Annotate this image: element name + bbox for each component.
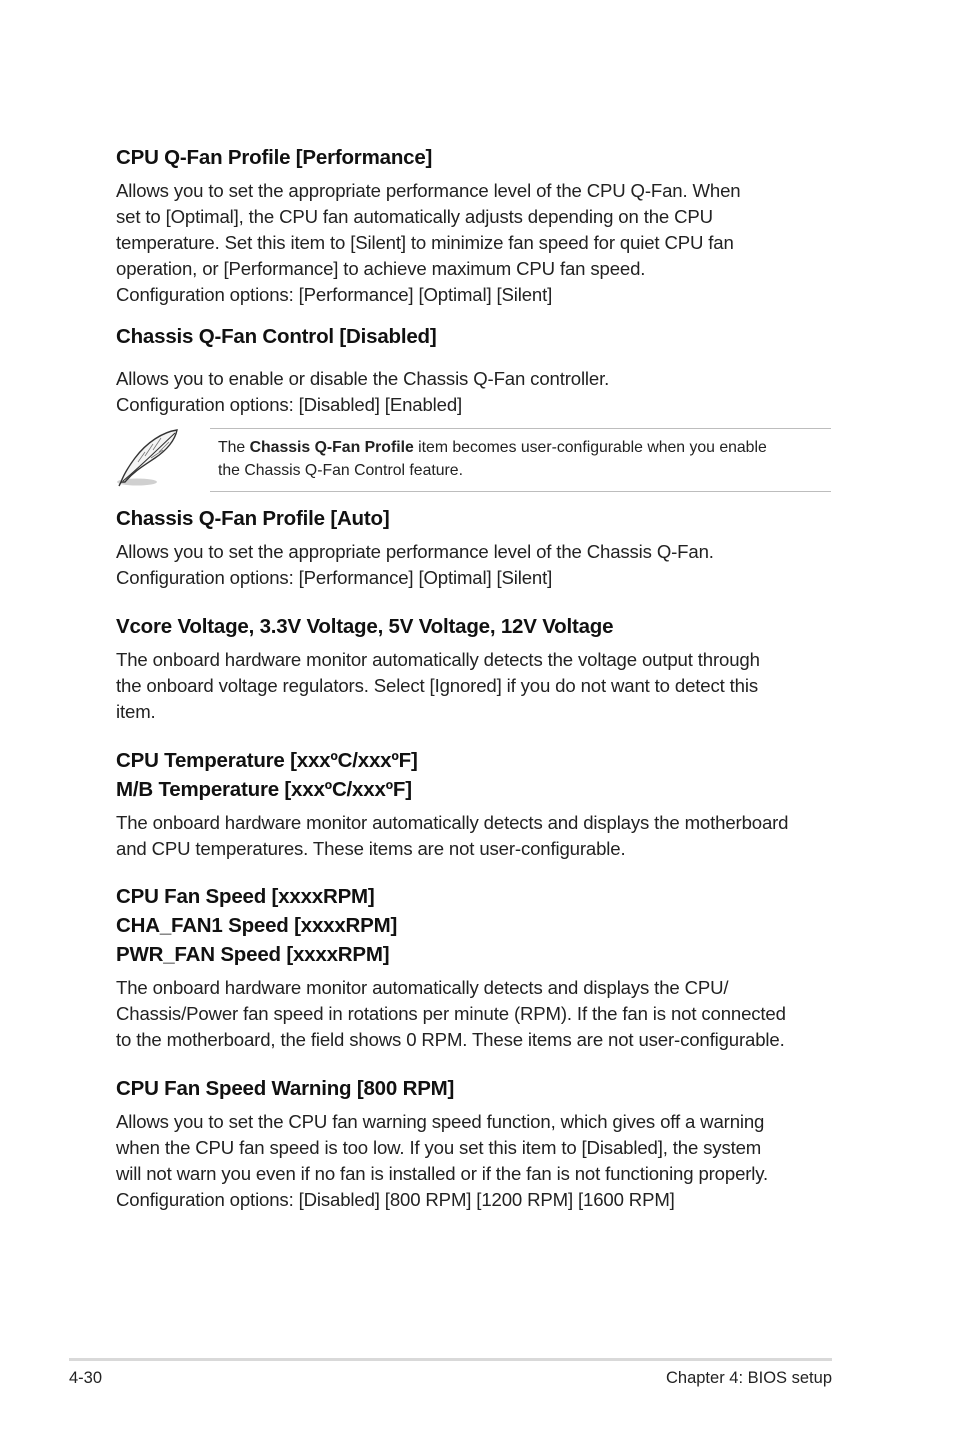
page-number: 4-30 (69, 1369, 103, 1387)
section-voltages (116, 612, 832, 725)
section-fan-speeds (116, 882, 832, 1053)
section-chassis-qfan-control (116, 322, 832, 418)
section-body: Allows you to set the CPU fan warning speed function, which gives off a warning when the CPU fan speed is too low. If you set this item to [Disabled], the system will not warn you even if no fan is installed or if the fan is not functioning properly. Configuration options: [Disabled] [800 RPM] [1200 RPM] [1600 RPM] (116, 1111, 769, 1210)
section-heading: CPU Fan Speed Warning [800 RPM] (116, 1077, 455, 1100)
section-body: The onboard hardware monitor automatically detects the voltage output through the onboard voltage regulators. Select [Ignored] if you do not want to detect this item. (116, 649, 760, 722)
section-heading: Chassis Q-Fan Profile [Auto] (116, 507, 390, 530)
section-body: Allows you to set the appropriate performance level of the CPU Q-Fan. When set to [Optimal], the CPU fan automatically adjusts depending on the CPU temperature. Set this item to [Silent] to minimize fan speed for quiet CPU fan operation, or [Performance] to achieve maximum CPU fan speed. Configuration options: [Performance] [Optimal] [Silent] (116, 180, 741, 305)
chapter-title: Chapter 4: BIOS setup (665, 1369, 832, 1387)
section-heading: Vcore Voltage, 3.3V Voltage, 5V Voltage, 12V Voltage (116, 615, 614, 638)
section-body: Allows you to enable or disable the Chassis Q-Fan controller. Configuration options: [Disabled] [Enabled] (116, 368, 610, 415)
note-box (210, 428, 831, 492)
section-temperatures (116, 746, 832, 862)
section-heading: Chassis Q-Fan Control [Disabled] (116, 325, 437, 348)
section-heading: CPU Temperature [xxxºC/xxxºF] M/B Temperature [xxxºC/xxxºF] (116, 749, 418, 801)
section-body: Allows you to set the appropriate performance level of the Chassis Q-Fan. Configuration options: [Performance] [Optimal] [Silent] (116, 541, 714, 588)
section-cpu-fan-warning (116, 1074, 832, 1213)
section-heading: CPU Fan Speed [xxxxRPM] CHA_FAN1 Speed [xxxxRPM] PWR_FAN Speed [xxxxRPM] (116, 885, 398, 966)
note-bold-term: Chassis Q-Fan Profile (249, 439, 414, 456)
section-body: The onboard hardware monitor automatically detects and displays the CPU/ Chassis/Power fan speed in rotations per minute (RPM). If the fan is not connected to the motherboard, the field shows 0 RPM. These items are not user-configurable. (116, 977, 786, 1050)
section-body: The onboard hardware monitor automatically detects and displays the motherboard and CPU temperatures. These items are not user-configurable. (116, 812, 789, 859)
section-heading: CPU Q-Fan Profile [Performance] (116, 146, 433, 169)
note-text: The Chassis Q-Fan Profile item becomes user-configurable when you enable the Chassis Q-Fan Control feature. (218, 439, 767, 479)
section-cpu-qfan-profile (116, 143, 832, 308)
section-chassis-qfan-profile (116, 504, 832, 591)
feather-pen-icon (113, 428, 183, 488)
footer-rule (69, 1358, 832, 1361)
